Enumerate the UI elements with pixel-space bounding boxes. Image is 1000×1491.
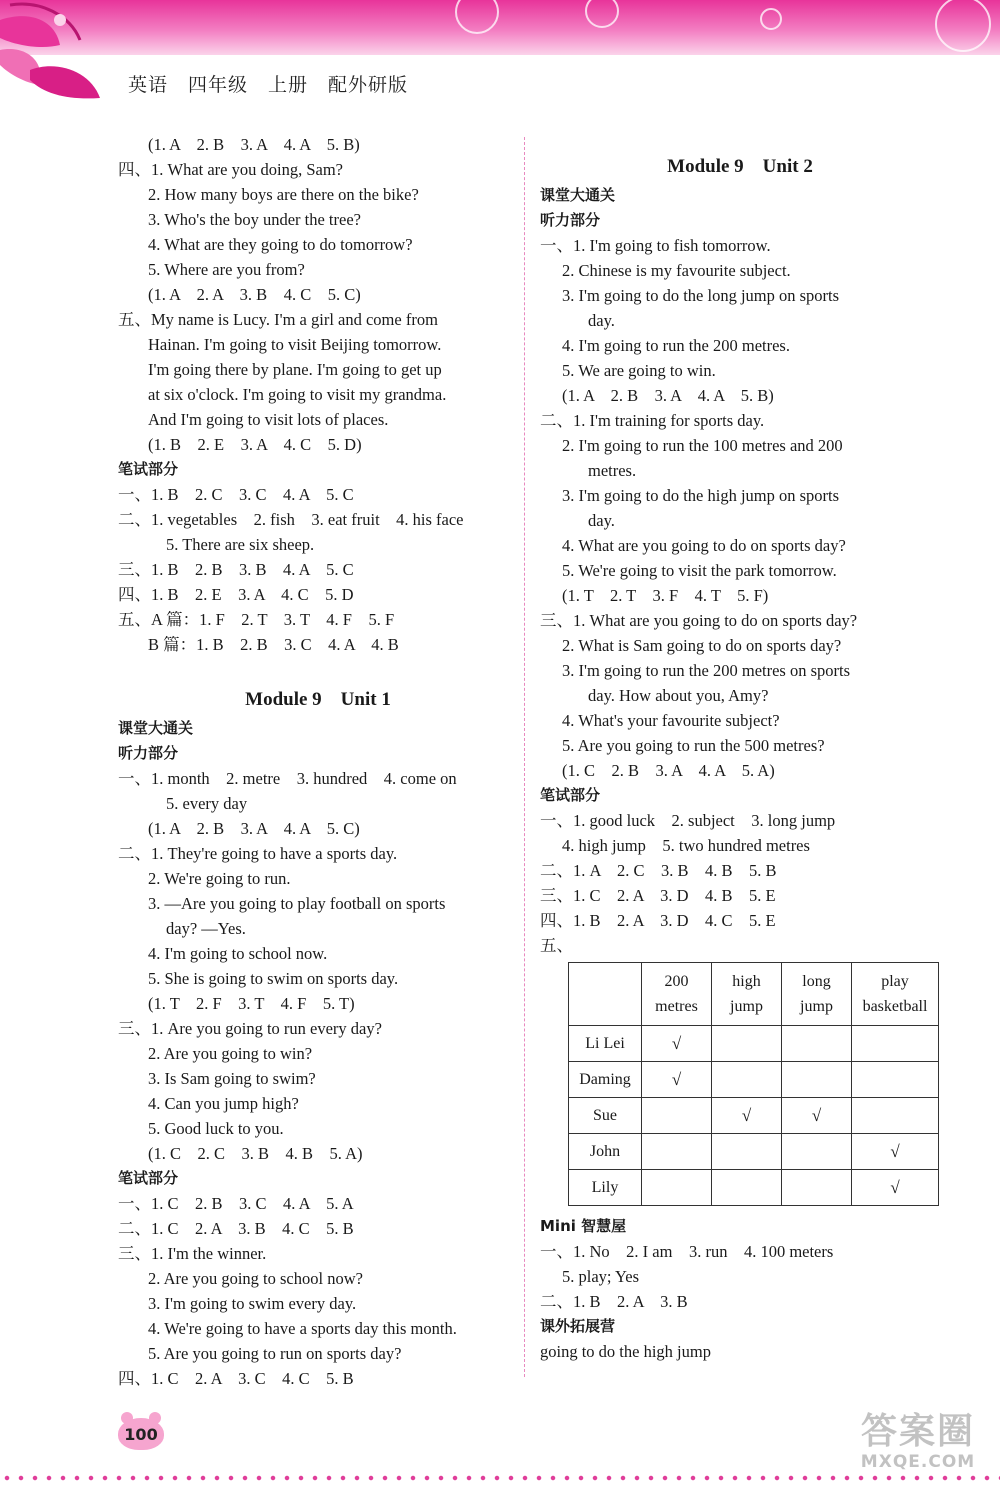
page-number: 100 (118, 1418, 164, 1450)
section-heading: 课堂大通关 (118, 719, 194, 737)
answer-line: 二、1. C 2. A 3. B 4. C 5. B (118, 1219, 354, 1238)
answer-line: 5. play; Yes (562, 1267, 640, 1286)
answer-line: 2. How many boys are there on the bike? (148, 185, 419, 204)
answer-line: 三、1. What are you going to do on sports day? (540, 611, 858, 630)
answer-line: 4. We're going to have a sports day this month. (148, 1319, 457, 1338)
watermark-logo: 答案圈 (860, 1411, 975, 1452)
answer-line: 4. high jump 5. two hundred metres (562, 836, 810, 855)
decor-circle (455, 0, 499, 34)
answer-line: 一、1. No 2. I am 3. run 4. 100 meters (540, 1242, 834, 1261)
section-heading: 笔试部分 (118, 1169, 179, 1187)
dotted-footer-border (0, 1473, 1000, 1483)
table-cell (782, 1134, 852, 1170)
answer-line: 三、1. B 2. B 3. B 4. A 5. C (118, 560, 354, 579)
decor-circle (760, 8, 782, 30)
answer-line: going to do the high jump (540, 1342, 711, 1361)
answer-line: 三、1. I'm the winner. (118, 1244, 267, 1263)
check-mark: √ (852, 1170, 939, 1206)
answer-line: 2. Are you going to school now? (148, 1269, 363, 1288)
answer-line: 二、1. A 2. C 3. B 4. B 5. B (540, 861, 777, 880)
table-cell (712, 1062, 782, 1098)
answer-line: 3. Is Sam going to swim? (148, 1069, 316, 1088)
answer-line: 3. I'm going to run the 200 metres on sports (562, 661, 851, 680)
answer-line: 三、1. C 2. A 3. D 4. B 5. E (540, 886, 776, 905)
answer-line: 3. —Are you going to play football on sports (148, 894, 446, 913)
answer-line: 4. Can you jump high? (148, 1094, 299, 1113)
answer-line: 2. I'm going to run the 100 metres and 200 (562, 436, 843, 455)
left-column (118, 132, 518, 1391)
answer-line: 四、1. B 2. E 3. A 4. C 5. D (118, 585, 354, 604)
section-heading: 课外拓展营 (540, 1317, 616, 1335)
table-cell (782, 1062, 852, 1098)
answer-line: 5. There are six sheep. (166, 535, 315, 554)
table-row (569, 1170, 939, 1206)
table-header: high jump (712, 963, 782, 1026)
watermark-url: MXQE.COM (860, 1452, 976, 1472)
answer-line: 一、1. good luck 2. subject 3. long jump (540, 811, 836, 830)
answer-line: 5. Are you going to run the 500 metres? (562, 736, 825, 755)
answer-line: 二、1. B 2. A 3. B (540, 1292, 688, 1311)
flower-decoration-icon (0, 0, 110, 105)
sports-answer-table (568, 962, 939, 1206)
badge-ear-icon (121, 1412, 133, 1424)
answer-line: And I'm going to visit lots of places. (148, 410, 389, 429)
row-name: Daming (569, 1062, 642, 1098)
answer-line: (1. T 2. T 3. F 4. T 5. F) (562, 586, 769, 605)
answer-line: (1. C 2. B 3. A 4. A 5. A) (562, 761, 775, 780)
answer-line: 2. We're going to run. (148, 869, 291, 888)
answer-line: 5. We're going to visit the park tomorrow. (562, 561, 837, 580)
answer-line: 4. I'm going to school now. (148, 944, 328, 963)
answer-line: 5. Good luck to you. (148, 1119, 284, 1138)
answer-line: 2. Are you going to win? (148, 1044, 313, 1063)
check-mark: √ (642, 1026, 712, 1062)
answer-line: 五、A 篇：1. F 2. T 3. T 4. F 5. F (118, 610, 395, 629)
answer-line: 三、1. Are you going to run every day? (118, 1019, 382, 1038)
answer-line: 5. She is going to swim on sports day. (148, 969, 399, 988)
table-cell (712, 1134, 782, 1170)
answer-line: (1. A 2. B 3. A 4. A 5. B) (148, 135, 360, 154)
section-heading: 笔试部分 (540, 786, 601, 804)
table-cell (642, 1170, 712, 1206)
answer-line: 3. Who's the boy under the tree? (148, 210, 361, 229)
table-row (569, 1098, 939, 1134)
answer-line: 5. We are going to win. (562, 361, 716, 380)
answer-line: 四、1. What are you doing, Sam? (118, 160, 343, 179)
answer-line: (1. B 2. E 3. A 4. C 5. D) (148, 435, 362, 454)
check-mark: √ (852, 1134, 939, 1170)
check-mark: √ (642, 1062, 712, 1098)
answer-line: 五、 (540, 936, 573, 955)
answer-line: at six o'clock. I'm going to visit my grandma. (148, 385, 447, 404)
table-header: play basketball (852, 963, 939, 1026)
answer-line: 3. I'm going to do the long jump on sports (562, 286, 840, 305)
table-row (569, 1134, 939, 1170)
answer-line: day? —Yes. (166, 919, 246, 938)
answer-line: 4. What's your favourite subject? (562, 711, 780, 730)
row-name: Li Lei (569, 1026, 642, 1062)
answer-line: (1. T 2. F 3. T 4. F 5. T) (148, 994, 355, 1013)
badge-ear-icon (149, 1412, 161, 1424)
answer-line: (1. A 2. B 3. A 4. A 5. B) (562, 386, 774, 405)
answer-line: metres. (588, 461, 637, 480)
answer-line: day. (588, 311, 615, 330)
answer-line: 5. Where are you from? (148, 260, 305, 279)
header-banner (0, 0, 1000, 55)
table-cell (852, 1026, 939, 1062)
section-heading: 笔试部分 (118, 460, 179, 478)
section-heading: 听力部分 (540, 211, 601, 229)
answer-line: 4. What are you going to do on sports day? (562, 536, 846, 555)
answer-line: B 篇：1. B 2. B 3. C 4. A 4. B (148, 635, 399, 654)
table-row (569, 1026, 939, 1062)
answer-line: 四、1. B 2. A 3. D 4. C 5. E (540, 911, 776, 930)
module-title: Module 9 Unit 2 (667, 156, 813, 177)
watermark (838, 1412, 998, 1472)
answer-line: I'm going there by plane. I'm going to get up (148, 360, 442, 379)
table-cell (852, 1098, 939, 1134)
answer-line: 五、My name is Lucy. I'm a girl and come from (118, 310, 438, 329)
check-mark: √ (782, 1098, 852, 1134)
table-cell (712, 1026, 782, 1062)
answer-line: 4. I'm going to run the 200 metres. (562, 336, 790, 355)
section-heading: 听力部分 (118, 744, 179, 762)
row-name: Sue (569, 1098, 642, 1134)
answer-line: 一、1. B 2. C 3. C 4. A 5. C (118, 485, 354, 504)
table-header: 200 metres (642, 963, 712, 1026)
answer-line: 一、1. C 2. B 3. C 4. A 5. A (118, 1194, 354, 1213)
answer-line: 5. every day (166, 794, 248, 813)
answer-line: 二、1. They're going to have a sports day. (118, 844, 398, 863)
answer-line: 4. What are they going to do tomorrow? (148, 235, 413, 254)
decor-circle (935, 0, 991, 52)
table-cell (642, 1098, 712, 1134)
table-header: long jump (782, 963, 852, 1026)
right-column (540, 150, 940, 1364)
table-cell (782, 1026, 852, 1062)
section-heading: 课堂大通关 (540, 186, 616, 204)
answer-line: 5. Are you going to run on sports day? (148, 1344, 402, 1363)
answer-line: 二、1. I'm training for sports day. (540, 411, 765, 430)
row-name: Lily (569, 1170, 642, 1206)
table-row (569, 1062, 939, 1098)
answer-line: 四、1. C 2. A 3. C 4. C 5. B (118, 1369, 354, 1388)
answer-line: 一、1. I'm going to fish tomorrow. (540, 236, 771, 255)
module-title: Module 9 Unit 1 (245, 689, 391, 710)
answer-line: 2. Chinese is my favourite subject. (562, 261, 791, 280)
answer-line: day. (588, 511, 615, 530)
answer-line: 二、1. vegetables 2. fish 3. eat fruit 4. his face (118, 510, 464, 529)
table-cell (852, 1062, 939, 1098)
table-row (569, 963, 939, 1026)
book-title: 英语 四年级 上册 配外研版 (128, 74, 409, 96)
table-cell (642, 1134, 712, 1170)
answer-line: day. How about you, Amy? (588, 686, 769, 705)
answer-line: (1. A 2. B 3. A 4. A 5. C) (148, 819, 360, 838)
answer-line: 2. What is Sam going to do on sports day? (562, 636, 842, 655)
answer-line: Hainan. I'm going to visit Beijing tomorrow. (148, 335, 442, 354)
answer-line: 一、1. month 2. metre 3. hundred 4. come on (118, 769, 457, 788)
table-cell (782, 1170, 852, 1206)
answer-line: 3. I'm going to do the high jump on sports (562, 486, 840, 505)
row-name: John (569, 1134, 642, 1170)
table-cell (712, 1170, 782, 1206)
section-heading: Mini 智慧屋 (540, 1217, 627, 1235)
column-divider (524, 137, 525, 1377)
decor-circle (585, 0, 619, 28)
check-mark: √ (712, 1098, 782, 1134)
answer-line: 3. I'm going to swim every day. (148, 1294, 357, 1313)
answer-line: (1. A 2. A 3. B 4. C 5. C) (148, 285, 361, 304)
table-cell (569, 963, 642, 1026)
answer-line: (1. C 2. C 3. B 4. B 5. A) (148, 1144, 363, 1163)
